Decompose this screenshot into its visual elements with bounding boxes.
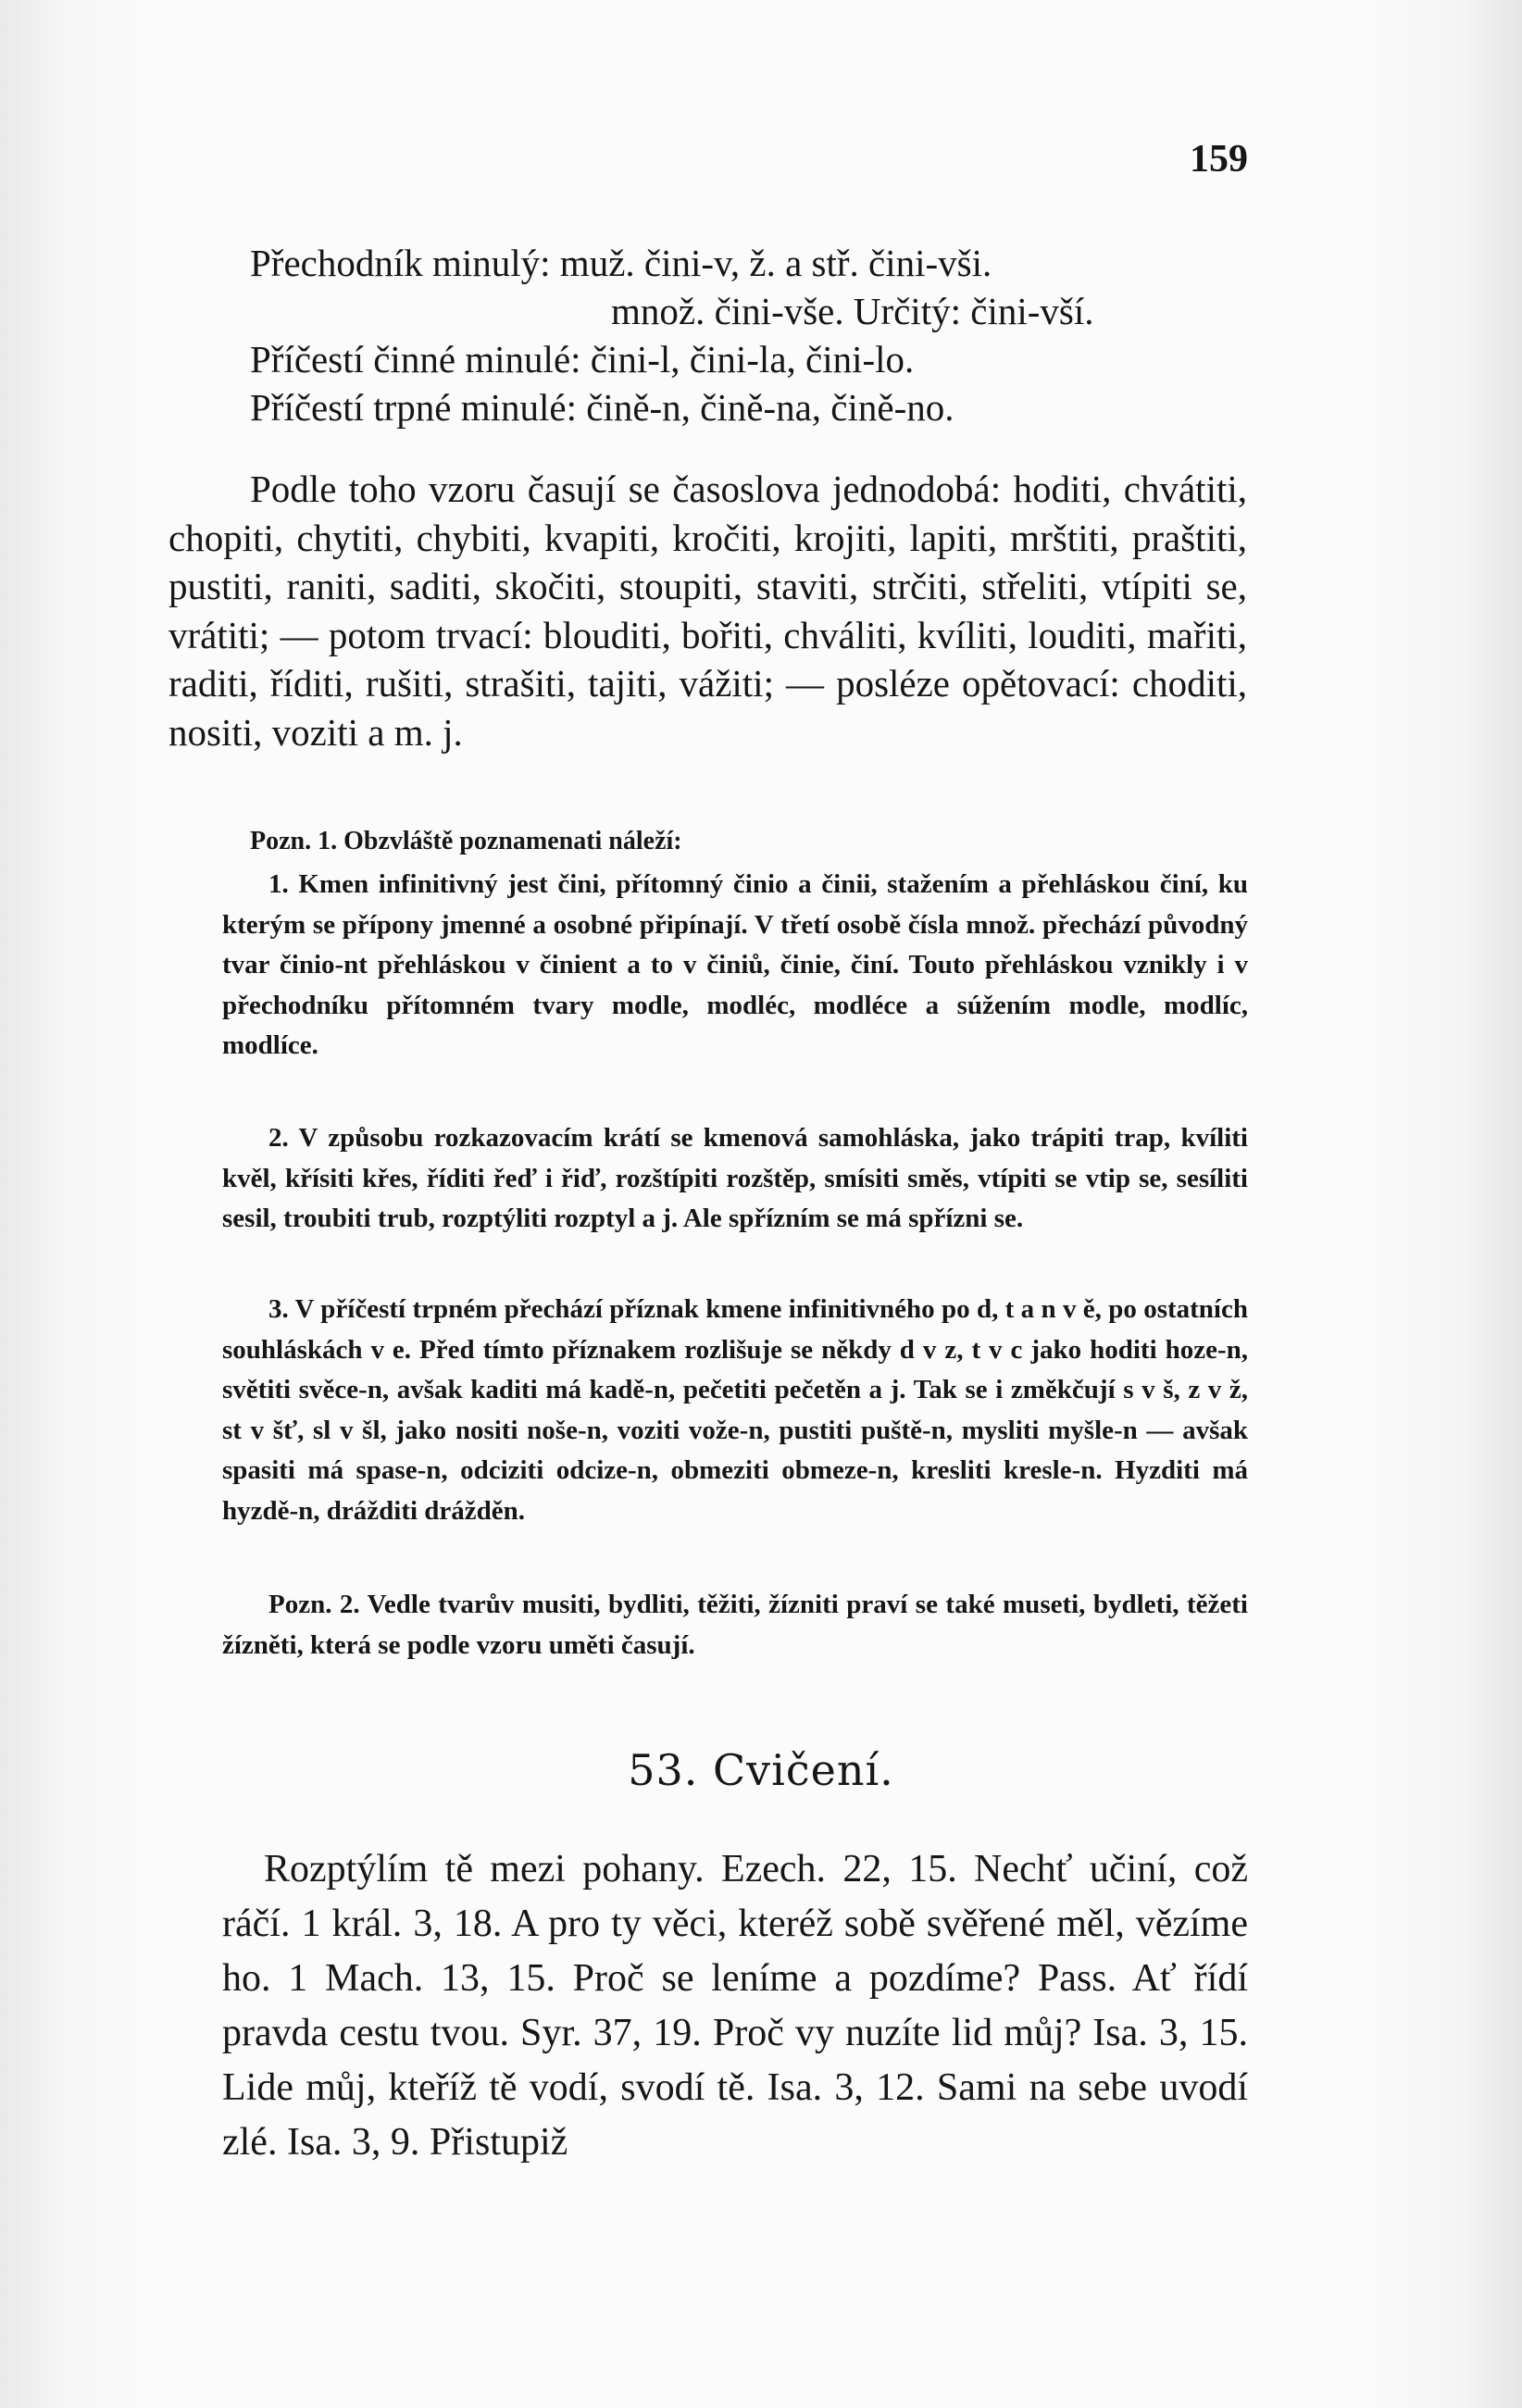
conjugation-block xyxy=(250,239,1268,431)
exercise-title: 53. Cvičení. xyxy=(628,1745,894,1795)
note1-heading: Pozn. 1. Obzvláště poznamenati náleží: xyxy=(250,827,682,855)
note1-item-1: 1. Kmen infinitivný jest čini, přítomný činio a činii, stažením a přehláskou činí, ku kterým se přípony jmenné a osobné připínají. V třetí osobě čísla množ. přechází původný tvar činio-nt přehláskou v činient a to v činiů, činie, činí. Touto přehláskou vznikly i v přechodníku přítomném tvary modle, modléc, modléce a súžením modle, modlíc, modlíce. xyxy=(222,869,1248,1060)
conjugation-line: množ. čini-vše. Určitý: čini-vší. xyxy=(611,290,1094,332)
note2: Pozn. 2. Vedle tvarův musiti, bydliti, těžiti, žízniti praví se také museti, bydleti, těžeti žízněti, která se podle vzoru uměti časují. xyxy=(222,1590,1248,1660)
note1-item-2: 2. V způsobu rozkazovacím krátí se kmenová samohláska, jako trápiti trap, kvíliti kvěl, křísiti křes, říditi řeď i řiď, rozštípiti rozštěp, smísiti směs, vtípiti se vtip se, sesíliti sesil, troubiti trub, rozptýliti rozptyl a j. Ale spřízním se má spřízni se. xyxy=(222,1123,1248,1233)
conjugation-line: Přechodník minulý: muž. čini-v, ž. a stř. čini-vši. xyxy=(250,242,992,284)
page-number: 159 xyxy=(1190,138,1248,181)
note1-item-3: 3. V příčestí trpném přechází příznak kmene infinitivného po d, t a n v ě, po ostatních souhláskách v e. Před tímto příznakem rozlišuje se někdy d v z, t v c jako hoditi hoze-n, světiti svěce-n, avšak kaditi má kadě-n, pečetiti pečetěn a j. Tak se i změkčují s v š, z v ž, st v šť, sl v šl, jako nositi noše-n, voziti vože-n, pustiti puště-n, mysliti myšle-n — avšak spasiti má spase-n, odciziti odcize-n, obmeziti obmeze-n, kresliti kresle-n. Hyzditi má hyzdě-n, drážditi drážděn. xyxy=(222,1294,1248,1526)
exercise-text: Rozptýlím tě mezi pohany. Ezech. 22, 15. Nechť učiní, což ráčí. 1 král. 3, 18. A pro ty věci, kteréž sobě svěřené měl, vězíme ho. 1 Mach. 13, 15. Proč se leníme a pozdíme? Pass. Ať řídí pravda cestu tvou. Syr. 37, 19. Proč vy nuzíte lid můj? Isa. 3, 15. Lide můj, kteříž tě vodí, svodí tě. Isa. 3, 12. Sami na sebe uvodí zlé. Isa. 3, 9. Přistupiž xyxy=(222,1848,1248,2164)
main-paragraph: Podle toho vzoru časují se časoslova jednodobá: hoditi, chvátiti, chopiti, chytiti, chybiti, kvapiti, kročiti, krojiti, lapiti, mrštiti, praštiti, pustiti, raniti, saditi, skočiti, stoupiti, staviti, strčiti, střeliti, vtípiti se, vrátiti; — potom trvací: blouditi, bořiti, chváliti, kvíliti, louditi, mařiti, raditi, říditi, rušiti, strašiti, tajiti, vážiti; — posléze opětovací: choditi, nositi, voziti a m. j. xyxy=(168,468,1247,754)
conjugation-line: Příčestí činné minulé: čini-l, čini-la, čini-lo. xyxy=(250,338,915,381)
conjugation-line: Příčestí trpné minulé: čině-n, čině-na, čině-no. xyxy=(250,386,954,429)
